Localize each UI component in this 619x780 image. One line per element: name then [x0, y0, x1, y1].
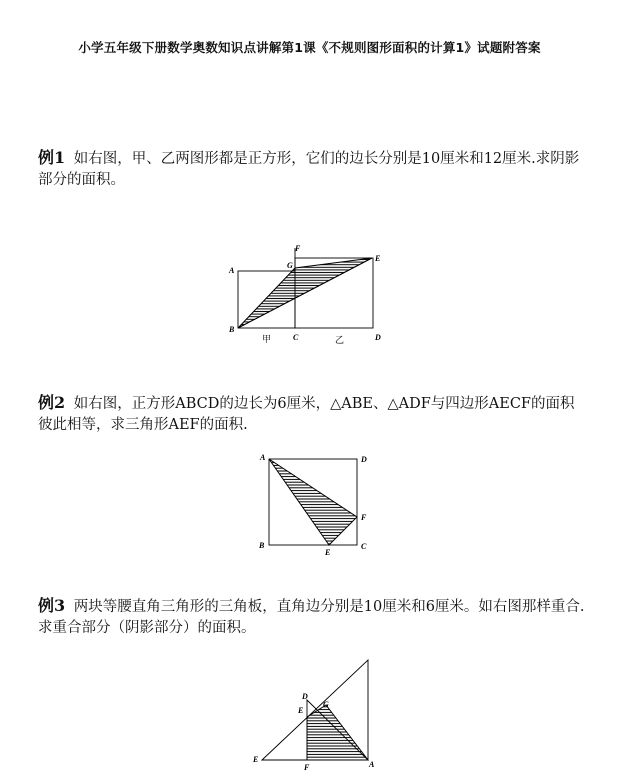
point-label-a: A: [369, 760, 375, 769]
point-label-e: E: [375, 254, 381, 263]
point-label-d: D: [302, 692, 308, 701]
shaded-overlap: [307, 705, 368, 760]
problem-2-label: 例2: [38, 393, 66, 412]
point-label-g: G: [323, 700, 329, 709]
region-label-jia: 甲: [262, 334, 272, 344]
point-label-b: B: [259, 541, 265, 550]
point-label-f: F: [361, 513, 367, 522]
problem-3-text: 两块等腰直角三角形的三角板，直角边分别是10厘米和6厘米。如右图那样重合.求重合部分（阴影部分）的面积。: [38, 599, 585, 636]
problem-1: [38, 147, 588, 191]
point-label-bottom-left: E: [253, 755, 259, 764]
point-label-a: A: [229, 266, 235, 275]
figure-3: [250, 655, 385, 773]
point-label-b: B: [229, 325, 235, 334]
figure-2: [255, 450, 375, 555]
region-label-yi: 乙: [335, 335, 345, 345]
point-label-e: E: [298, 706, 304, 715]
point-label-g: G: [287, 261, 293, 270]
point-label-d: D: [375, 333, 381, 342]
point-label-c: C: [361, 542, 367, 551]
point-label-a: A: [260, 453, 266, 462]
point-label-f: F: [295, 244, 301, 253]
figure-1: [225, 240, 395, 345]
problem-2: [38, 392, 588, 436]
shaded-triangle-aef: [269, 459, 357, 545]
problem-2-text: 如右图，正方形ABCD的边长为6厘米，△ABE、△ADF与四边形AECF的面积彼此相等，求三角形AEF的面积.: [38, 396, 575, 433]
point-label-f: F: [304, 763, 310, 772]
problem-1-label: 例1: [38, 148, 66, 167]
problem-1-text: 如右图，甲、乙两图形都是正方形，它们的边长分别是10厘米和12厘米.求阴影部分的面积。: [38, 151, 580, 188]
point-label-d: D: [361, 455, 367, 464]
point-label-c: C: [293, 333, 299, 342]
point-label-e: E: [325, 548, 331, 557]
document-title: 小学五年级下册数学奥数知识点讲解第1课《不规则图形面积的计算1》试题附答案: [78, 40, 541, 55]
problem-3-label: 例3: [38, 596, 66, 615]
problem-3: [38, 595, 588, 639]
